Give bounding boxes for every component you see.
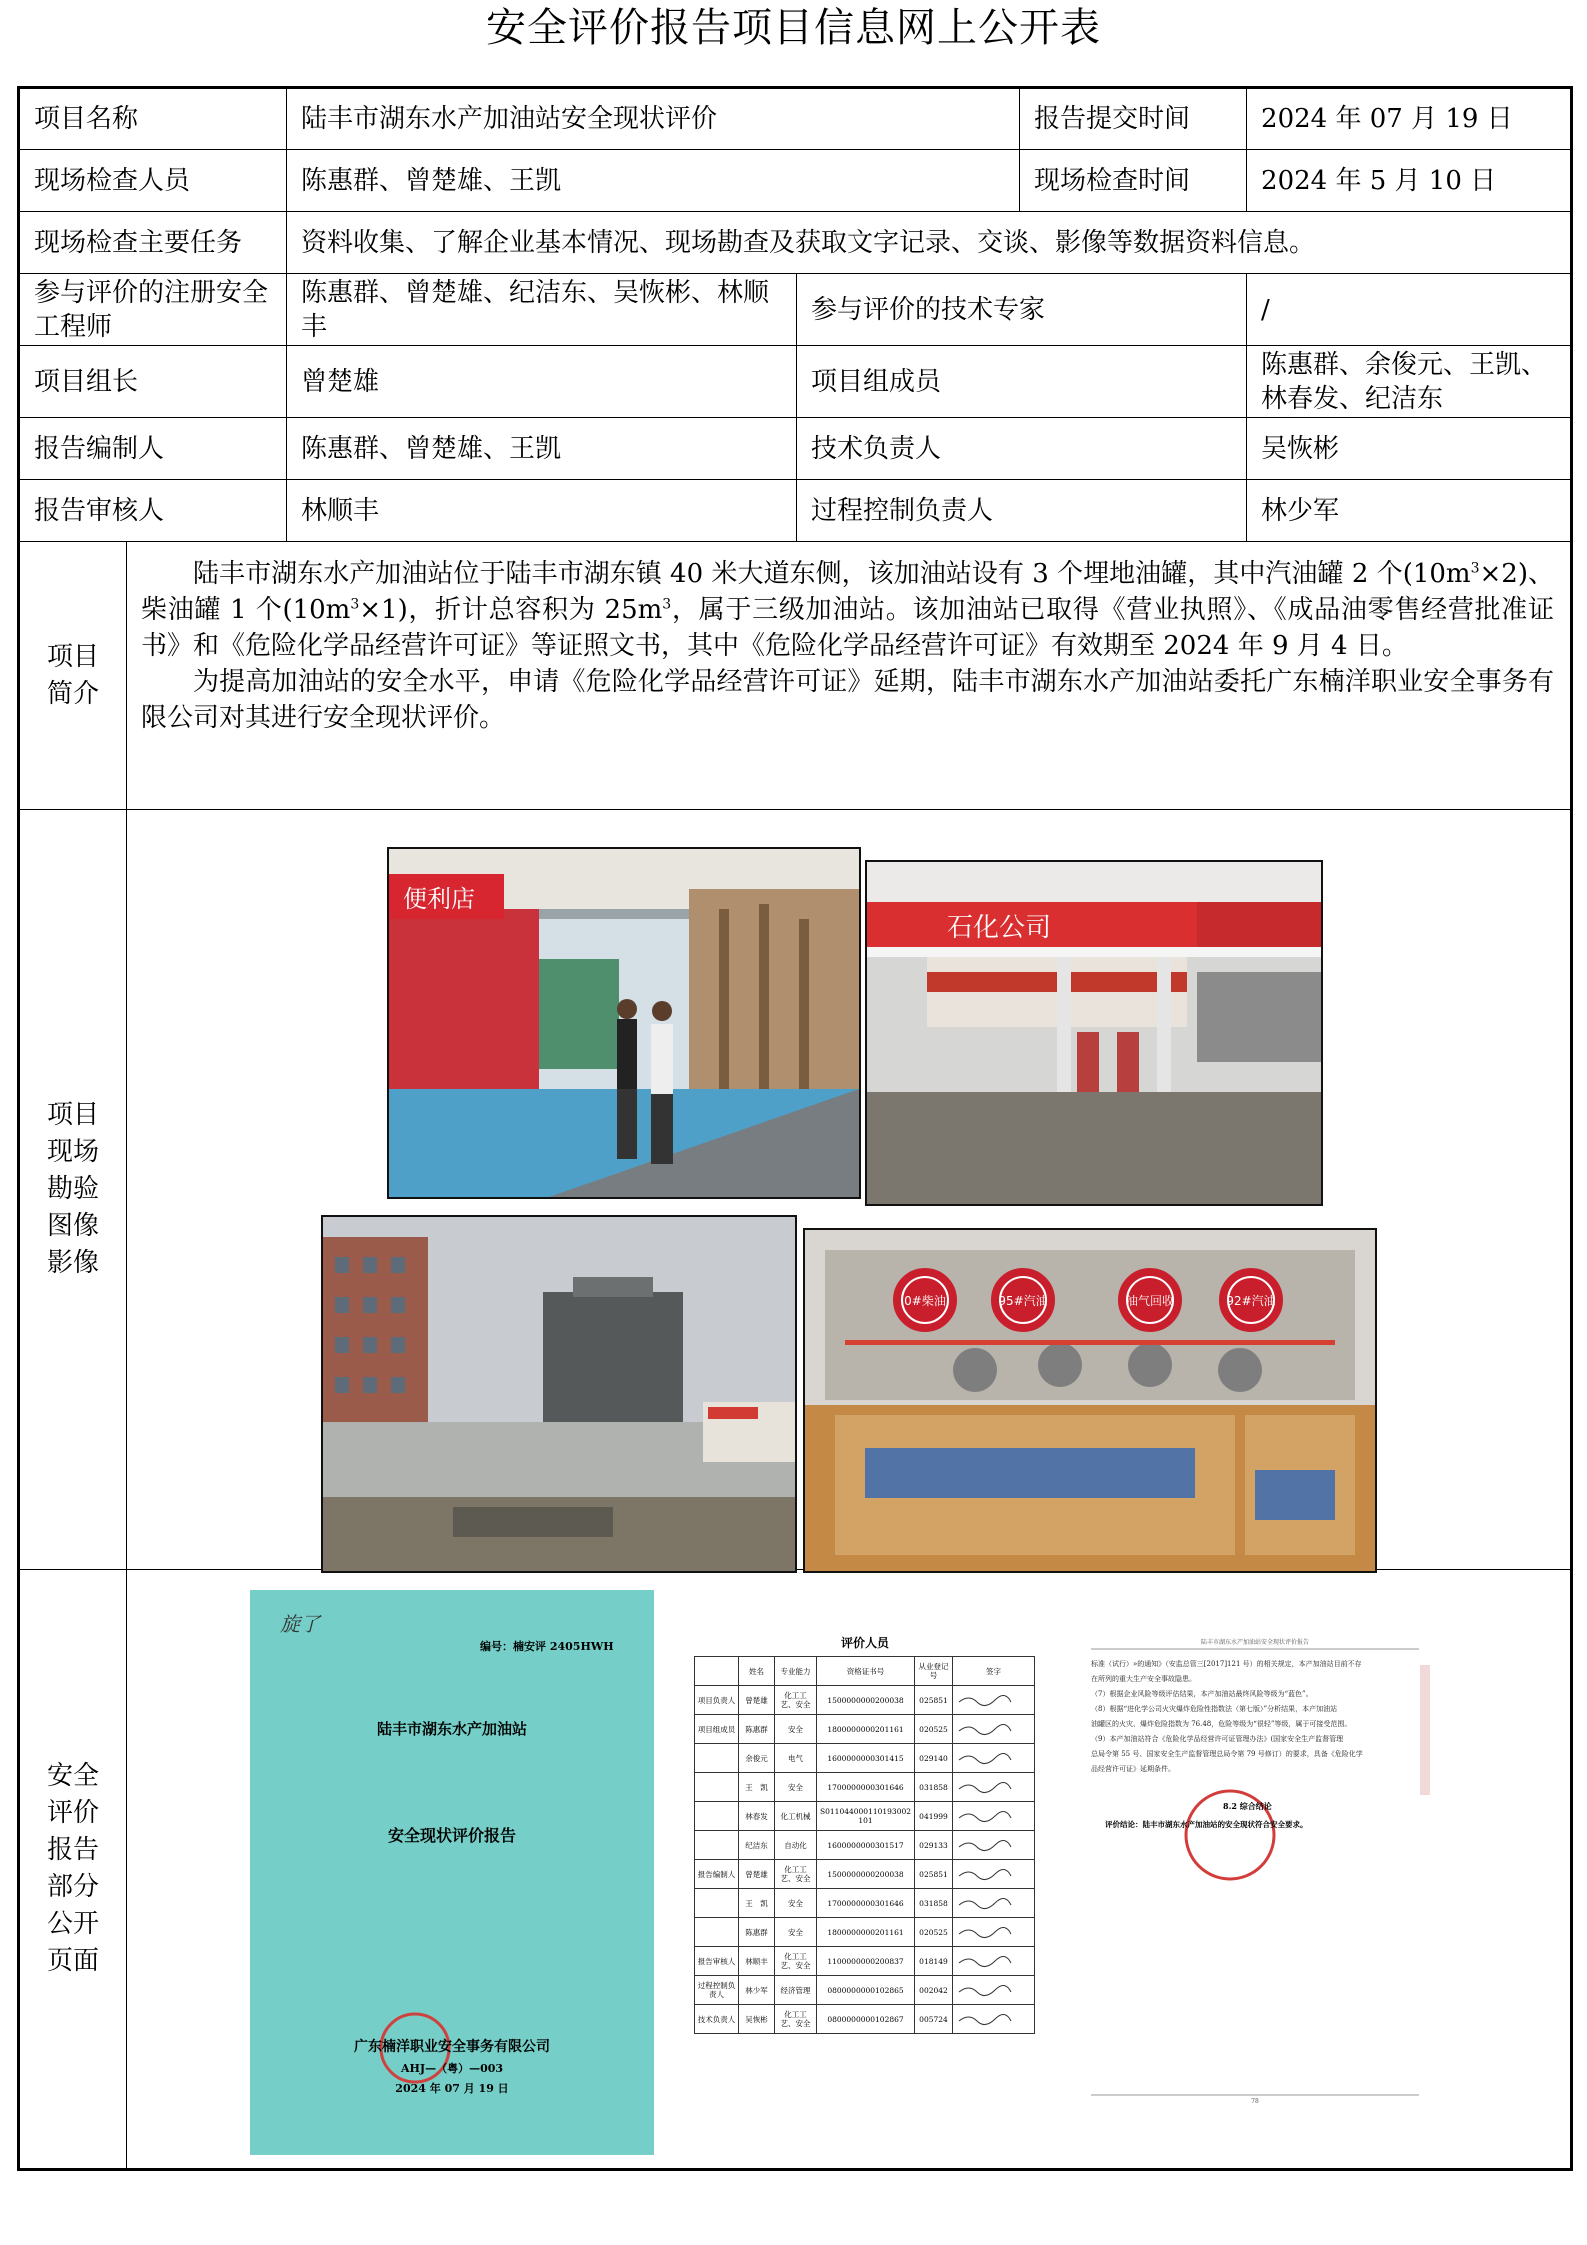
intro-label: 项目 简介	[19, 542, 127, 810]
staff-row	[695, 1773, 1035, 1802]
signature-scribble	[959, 1840, 1011, 1850]
conclusion-line: 标准（试行）»的通知》（安监总管三[2017]121 号）的相关规定，本产加油站目前不存	[1091, 1660, 1362, 1668]
conclusion-line: （7）根据企业风险等级评估结果，本产加油站最终风险等级为“蓝色”。	[1091, 1690, 1313, 1698]
table-row	[19, 212, 1572, 274]
store-sign: 便利店	[403, 885, 475, 913]
table-row	[19, 88, 1572, 150]
editors-label: 报告编制人	[19, 418, 287, 480]
tech-lead-label: 技术负责人	[797, 418, 1247, 480]
table-row	[19, 418, 1572, 480]
staff-cell: 0800000000102865	[817, 1976, 915, 2005]
process-lead: 林少军	[1247, 480, 1572, 542]
staff-cell: 020525	[915, 1715, 953, 1744]
photos-label: 项目 现场 勘验 图像 影像	[19, 810, 127, 1570]
table-row	[19, 346, 1572, 418]
staff-cell: 1500000000200038	[817, 1860, 915, 1889]
staff-row	[695, 1744, 1035, 1773]
conclusion-line: （9）本产加油站符合《危险化学品经营许可证管理办法》(国家安全生产监督管理	[1091, 1735, 1344, 1743]
staff-cell: 报告编制人	[695, 1860, 739, 1889]
signature-cell	[953, 1686, 1035, 1715]
cover-date: 2024 年 07 月 19 日	[395, 2082, 509, 2095]
staff-cell: 002042	[915, 1976, 953, 2005]
staff-cell: 余俊元	[739, 1744, 775, 1773]
staff-cell: 1700000000301646	[817, 1773, 915, 1802]
signature-cell	[953, 1976, 1035, 2005]
experts: /	[1247, 274, 1572, 346]
staff-cell: 安全	[775, 1715, 817, 1744]
signature-scribble	[959, 1724, 1011, 1734]
staff-header-cell	[695, 1657, 739, 1686]
staff-cell: 电气	[775, 1744, 817, 1773]
staff-title: 评价人员	[840, 1636, 889, 1650]
staff-cell: 项目组成员	[695, 1715, 739, 1744]
report-label: 安全 评价 报告 部分 公开 页面	[19, 1570, 127, 2170]
staff-header-cell: 签字	[953, 1657, 1035, 1686]
photo-station-canopy	[865, 860, 1323, 1206]
staff-cell: 纪洁东	[739, 1831, 775, 1860]
staff-cell: 报告审核人	[695, 1947, 739, 1976]
staff-cell: 005724	[915, 2005, 953, 2034]
staff-cell: 经济管理	[775, 1976, 817, 2005]
staff-cell: 041999	[915, 1802, 953, 1831]
staff-cell: 029140	[915, 1744, 953, 1773]
staff-cell: 化工工艺、安全	[775, 1686, 817, 1715]
staff-header-cell: 姓名	[739, 1657, 775, 1686]
staff-cell	[695, 1918, 739, 1947]
staff-table	[694, 1656, 1035, 2034]
conclusion-line: 在所列的重大生产安全事故隐患。	[1091, 1675, 1196, 1683]
experts-label: 参与评价的技术专家	[797, 274, 1247, 346]
cover-handwriting: 旋了	[280, 1612, 320, 1636]
conclusion-header: 陆丰市湖东水产加油站安全现状评价报告	[1200, 1639, 1309, 1646]
staff-cell: 化工机械	[775, 1802, 817, 1831]
staff-row	[695, 1802, 1035, 1831]
staff-header-cell: 专业能力	[775, 1657, 817, 1686]
staff-cell: 吴恢彬	[739, 2005, 775, 2034]
signature-scribble	[959, 1753, 1011, 1763]
staff-cell: 林少军	[739, 1976, 775, 2005]
staff-cell: 林春发	[739, 1802, 775, 1831]
signature-scribble	[959, 1695, 1011, 1705]
signature-scribble	[959, 1811, 1011, 1821]
report-conclusion-page	[1075, 1625, 1435, 2115]
staff-cell: 过程控制负责人	[695, 1976, 739, 2005]
signature-cell	[953, 1715, 1035, 1744]
staff-cell: 1500000000200038	[817, 1686, 915, 1715]
inspectors: 陈惠群、曾楚雄、王凯	[287, 150, 1020, 212]
signature-cell	[953, 1918, 1035, 1947]
staff-cell: 1100000000200837	[817, 1947, 915, 1976]
table-row	[19, 274, 1572, 346]
signature-cell	[953, 1802, 1035, 1831]
staff-cell	[695, 1773, 739, 1802]
engineers: 陈惠群、曾楚雄、纪洁东、吴恢彬、林顺丰	[287, 274, 797, 346]
members-label: 项目组成员	[797, 346, 1247, 418]
conclusion-page-number: 78	[1251, 2098, 1259, 2105]
staff-cell: 1700000000301646	[817, 1889, 915, 1918]
staff-cell: 1800000000201161	[817, 1918, 915, 1947]
staff-cell: 029133	[915, 1831, 953, 1860]
inspectors-label: 现场检查人员	[19, 150, 287, 212]
staff-row	[695, 1686, 1035, 1715]
inspect-time: 2024 年 5 月 10 日	[1247, 150, 1572, 212]
leader: 曾楚雄	[287, 346, 797, 418]
photo-convenience-store	[387, 847, 861, 1199]
conclusion-text	[1091, 1657, 1419, 1777]
staff-header-cell: 从业登记号	[915, 1657, 953, 1686]
staff-cell	[695, 1802, 739, 1831]
staff-cell: 0800000000102867	[817, 2005, 915, 2034]
intro-paragraph-2: 为提高加油站的安全水平，申请《危险化学品经营许可证》延期，陆丰市湖东水产加油站委托广东楠洋职业安全事务有限公司对其进行安全现状评价。	[141, 667, 1555, 733]
signature-scribble	[959, 1985, 1011, 1995]
leader-label: 项目组长	[19, 346, 287, 418]
staff-cell: 化工工艺、安全	[775, 2005, 817, 2034]
staff-cell: 031858	[915, 1889, 953, 1918]
intro-text	[127, 542, 1572, 810]
signature-scribble	[959, 1898, 1011, 1908]
project-name-label: 项目名称	[19, 88, 287, 150]
photo-construction-site	[321, 1215, 797, 1573]
editors: 陈惠群、曾楚雄、王凯	[287, 418, 797, 480]
staff-row	[695, 1918, 1035, 1947]
reviewer-label: 报告审核人	[19, 480, 287, 542]
staff-cell: 1600000000301517	[817, 1831, 915, 1860]
table-row	[19, 150, 1572, 212]
cover-report-title: 安全现状评价报告	[387, 1826, 516, 1845]
conclusion-section: 8.2 综合结论	[1223, 1801, 1272, 1811]
signature-cell	[953, 1860, 1035, 1889]
tag-gas-92: 92#汽油	[1226, 1294, 1276, 1308]
staff-cell	[695, 1889, 739, 1918]
staff-cell: 王 凯	[739, 1889, 775, 1918]
page-title: 安全评价报告项目信息网上公开表	[486, 5, 1101, 51]
signature-cell	[953, 1831, 1035, 1860]
conclusion-verdict: 评价结论：陆丰市湖东水产加油站的安全现状符合安全要求。	[1105, 1820, 1308, 1829]
task-label: 现场检查主要任务	[19, 212, 287, 274]
canopy-sign: 石化公司	[947, 913, 1052, 943]
tag-diesel: 0#柴油	[904, 1294, 946, 1308]
staff-cell: 安全	[775, 1773, 817, 1802]
staff-header-cell: 资格证书号	[817, 1657, 915, 1686]
tech-lead: 吴恢彬	[1247, 418, 1572, 480]
signature-cell	[953, 1773, 1035, 1802]
staff-cell: 031858	[915, 1773, 953, 1802]
signature-scribble	[959, 1927, 1011, 1937]
staff-row	[695, 1715, 1035, 1744]
conclusion-line: （8）根据“进化学公司火灾爆炸危险性指数法（第七版）”分析结果，本产加油站	[1091, 1705, 1338, 1713]
photo-tank-valves	[803, 1228, 1377, 1573]
staff-cell: 025851	[915, 1860, 953, 1889]
cover-code: AHJ—（粤）—003	[400, 2062, 504, 2075]
staff-row	[695, 1976, 1035, 2005]
staff-cell: 曾楚雄	[739, 1860, 775, 1889]
staff-row	[695, 2005, 1035, 2034]
signature-cell	[953, 1947, 1035, 1976]
staff-cell: 安全	[775, 1918, 817, 1947]
project-name: 陆丰市湖东水产加油站安全现状评价	[287, 88, 1020, 150]
reviewer: 林顺丰	[287, 480, 797, 542]
signature-scribble	[959, 1956, 1011, 1966]
staff-cell: 1600000000301415	[817, 1744, 915, 1773]
staff-row	[695, 1860, 1035, 1889]
inspect-time-label: 现场检查时间	[1020, 150, 1247, 212]
table-row	[19, 480, 1572, 542]
staff-cell: 陈惠群	[739, 1918, 775, 1947]
table-row	[19, 542, 1572, 810]
submit-time: 2024 年 07 月 19 日	[1247, 88, 1572, 150]
intro-paragraph-1: 陆丰市湖东水产加油站位于陆丰市湖东镇 40 米大道东侧，该加油站设有 3 个埋地油罐，其中汽油罐 2 个$(10m^3\times 2)$、柴油罐 1 个$(10m^3\times 1)$，折计总容积为 $25m^3$，属于三级加油站。该加油站已取得《营业执照》、《成品油零售经营批准证书》和《危险化学品经营许可证》等证照文书，其中《危险化学品经营许可证》有效期至 2024 年 9 月 4 日。	[141, 559, 1555, 661]
cover-company: 陆丰市湖东水产加油站	[376, 1720, 527, 1738]
staff-cell	[695, 1744, 739, 1773]
staff-cell: 1800000000201161	[817, 1715, 915, 1744]
signature-scribble	[959, 2014, 1011, 2024]
staff-cell: 技术负责人	[695, 2005, 739, 2034]
staff-cell: 018149	[915, 1947, 953, 1976]
signature-cell	[953, 1889, 1035, 1918]
members: 陈惠群、余俊元、王凯、林春发、纪洁东	[1247, 346, 1572, 418]
staff-cell: 自动化	[775, 1831, 817, 1860]
signature-cell	[953, 2005, 1035, 2034]
staff-cell: 化工工艺、安全	[775, 1947, 817, 1976]
conclusion-line: 总局令第 55 号、国家安全生产监督管理总局令第 79 号修订）的要求，具备《危险化学	[1091, 1750, 1363, 1758]
signature-scribble	[959, 1782, 1011, 1792]
conclusion-line: 油罐区的火灾、爆炸危险指数为 76.48，危险等级为“很轻”等级，属于可接受范围。	[1091, 1720, 1352, 1728]
staff-cell: 陈惠群	[739, 1715, 775, 1744]
staff-cell: S011044000110193002101	[817, 1802, 915, 1831]
engineers-label: 参与评价的注册安全工程师	[19, 274, 287, 346]
staff-row	[695, 1889, 1035, 1918]
staff-cell: 项目负责人	[695, 1686, 739, 1715]
staff-header-row	[695, 1657, 1035, 1686]
staff-row	[695, 1831, 1035, 1860]
staff-cell: 020525	[915, 1918, 953, 1947]
signature-scribble	[959, 1869, 1011, 1879]
signature-cell	[953, 1744, 1035, 1773]
staff-cell: 025851	[915, 1686, 953, 1715]
tag-vapor: 油气回收	[1125, 1294, 1175, 1308]
staff-cell: 化工工艺、安全	[775, 1860, 817, 1889]
tag-gas-95: 95#汽油	[998, 1294, 1048, 1308]
conclusion-line: 品经营许可证》延期条件。	[1091, 1765, 1175, 1773]
staff-cell: 林顺丰	[739, 1947, 775, 1976]
cover-publisher: 广东楠洋职业安全事务有限公司	[354, 2039, 550, 2055]
submit-time-label: 报告提交时间	[1020, 88, 1247, 150]
staff-row	[695, 1947, 1035, 1976]
task: 资料收集、了解企业基本情况、现场勘查及获取文字记录、交谈、影像等数据资料信息。	[287, 212, 1572, 274]
staff-cell: 王 凯	[739, 1773, 775, 1802]
cover-number: 编号：楠安评 2405HWH	[480, 1640, 614, 1653]
report-cover	[250, 1590, 654, 2155]
process-lead-label: 过程控制负责人	[797, 480, 1247, 542]
report-staff-page	[690, 1612, 1040, 2112]
staff-cell: 安全	[775, 1889, 817, 1918]
staff-cell: 曾楚雄	[739, 1686, 775, 1715]
staff-cell	[695, 1831, 739, 1860]
